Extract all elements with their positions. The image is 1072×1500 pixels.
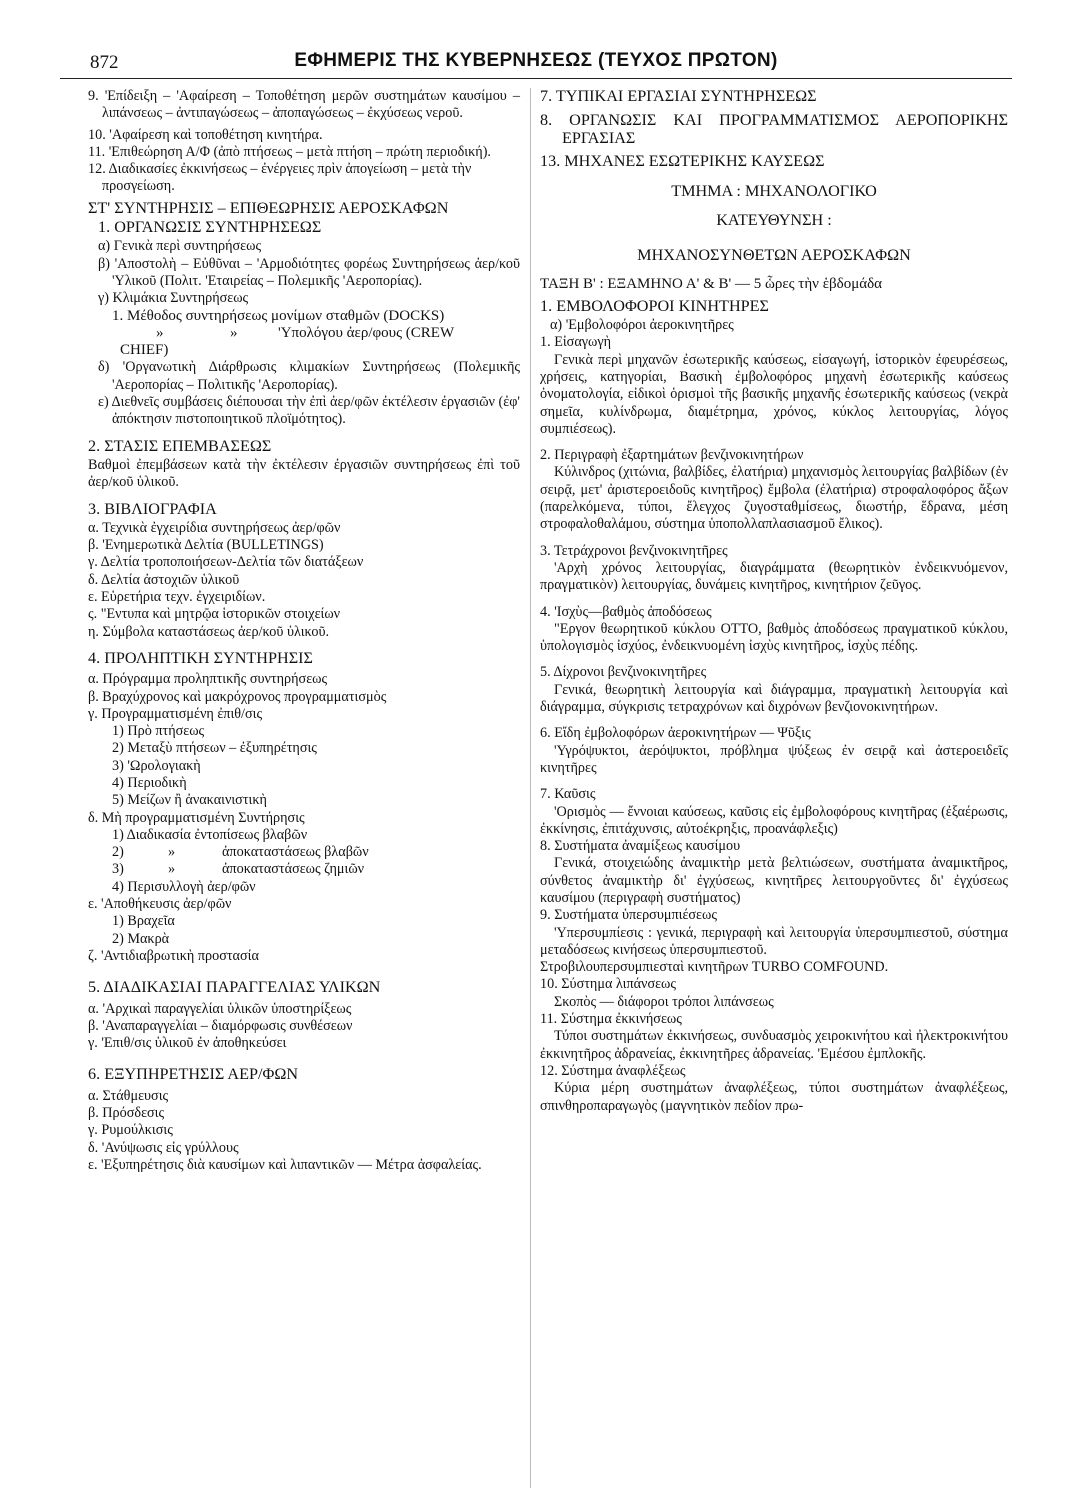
list-item-text: 'Υπολόγου ἀερ/φους (CREW	[278, 324, 455, 341]
list-item: β. Βραχύχρονος καὶ μακρόχρονος προγραμματισμὸς	[88, 688, 387, 705]
gazette-title: ΕΦΗΜΕΡΙΣ ΤΗΣ ΚΥΒΕΡΝΗΣΕΩΣ (ΤΕΥΧΟΣ ΠΡΩΤΟΝ)	[294, 50, 778, 71]
list-item: 2) Μακρὰ	[112, 930, 170, 947]
list-item: γ. 'Επιθ/σις ὑλικοῦ ἐν ἀποθηκεύσει	[88, 1035, 287, 1052]
paragraph: "Εργον θεωρητικοῦ κύκλου ΟΤΤΟ, βαθμὸς ἀποδόσεως πραγματικοῦ κύκλου, ὑπολογισμὸς ἰσχύος, ἐνδεικνυομένη ἰσχὺς κινητῆρος, ἰσχὺς πέδης.	[540, 620, 1008, 655]
paragraph: Κύρια μέρη συστημάτων ἀναφλέξεως, τύποι συστημάτων ἀναφλέξεως, σπινθηροπαραγωγὸς (μαγνητικὸν πεδίον πρω-	[540, 1080, 1008, 1114]
list-item: β. Πρόσδεσις	[88, 1105, 165, 1122]
list-item: γ. Ρυμούλκισις	[88, 1122, 173, 1139]
list-item: δ. Δελτία ἀστοχιῶν ὑλικοῦ	[88, 571, 240, 588]
list-item: δ) 'Οργανωτικὴ Διάρθρωσις κλιμακίων Συντηρήσεως (Πολεμικῆς 'Αεροπορίας – Πολιτικῆς 'Αεροπορίας).	[98, 359, 520, 393]
ditto-mark: »	[230, 324, 238, 341]
list-item: ε. Εὑρετήρια τεχν. ἐγχειριδίων.	[88, 589, 266, 606]
list-item: ζ. 'Αντιδιαβρωτικὴ προστασία	[88, 947, 259, 964]
item-heading: 1. Εἰσαγωγὴ	[540, 334, 612, 351]
paragraph: Κύλινδρος (χιτώνια, βαλβίδες, ἐλατήρια) μηχανισμὸς λειτουργίας βαλβίδων (ἐν σειρᾷ, μετ' ἀριστεροειδοῦς κινητῆρος) ἔμβολα (ἐλατήρια) στροφαλοφόρος ἄξων (παρελκόμενα, τύποι, ἔλεγχος ζυγοσταθμίσεως, διωστήρ, ἕδρανα, μέση στροφαλοθαλάμου, σύστημα ὑποπολλαπλασιασμοῦ ἔλικος).	[540, 464, 1008, 533]
list-item: ς. "Εντυπα καὶ μητρῷα ἱστορικῶν στοιχείων	[88, 606, 341, 623]
section-heading: ΣΤ' ΣΥΝΤΗΡΗΣΙΣ – ΕΠΙΘΕΩΡΗΣΙΣ ΑΕΡΟΣΚΑΦΩΝ	[88, 198, 449, 217]
paragraph: 10. 'Αφαίρεση καὶ τοποθέτηση κινητήρα.	[88, 126, 323, 143]
list-item: ε. 'Εξυπηρέτησις διὰ καυσίμων καὶ λιπαντικῶν — Μέτρα ἀσφαλείας.	[88, 1156, 482, 1173]
item-heading: 7. Καῦσις	[540, 786, 596, 803]
list-item: β. 'Αναπαραγγελίαι – διαμόρφωσις συνθέσεων	[88, 1017, 353, 1034]
section-heading: 4. ΠΡΟΛΗΠΤΙΚΗ ΣΥΝΤΗΡΗΣΙΣ	[88, 648, 313, 667]
paragraph: Γενικὰ περὶ μηχανῶν ἐσωτερικῆς καύσεως, εἰσαγωγή, ἱστορικὸν ἐφευρέσεως, χρήσεις, κατηγορίαι, Βασικὴ ἐμβολοφόρος μηχανὴ ἐσωτερικῆς καύσεως ὀνοματολογία, εἰδικοὶ ὁρισμοὶ τῆς βασικῆς μηχανῆς ἐσωτερικῆς καύσεως (νεκρὰ σημεῖα, κυλίνδρωμα, διαμέτρημα, χρόνος, κύκλος λειτουργίας, λόγος συμπιέσεως).	[540, 351, 1008, 437]
list-item-text: ἀποκαταστάσεως ζημιῶν	[222, 861, 365, 878]
list-number: 3)	[112, 861, 124, 878]
list-item: β. 'Ενημερωτικὰ Δελτία (BULLETINGS)	[88, 537, 324, 554]
page-number: 872	[90, 52, 119, 73]
list-item: α. 'Αρχικαὶ παραγγελίαι ὑλικῶν ὑποστηρίξεως	[88, 1000, 352, 1017]
item-heading: 4. 'Ισχὺς—βαθμὸς ἀποδόσεως	[540, 603, 712, 620]
list-item: 1. Μέθοδος συντηρήσεως μονίμων σταθμῶν (DOCKS)	[112, 307, 445, 324]
list-item: ε) Διεθνεῖς συμβάσεις διέπουσαι τὴν ἐπὶ ἀερ/φῶν ἐκτέλεσιν ἐργασιῶν (ἐφ' ἀπόκτησιν πιστοποιητικοῦ πλοϊμότητος).	[98, 394, 520, 428]
item-heading: 6. Εἴδη ἐμβολοφόρων ἀεροκινητήρων — Ψῦξις	[540, 725, 811, 742]
list-item-text: ἀποκαταστάσεως βλαβῶν	[222, 844, 369, 861]
list-item: γ. Δελτία τροποποιήσεων-Δελτία τῶν διατάξεων	[88, 554, 364, 571]
section-heading: 1. ΕΜΒΟΛΟΦΟΡΟΙ ΚΙΝΗΤΗΡΕΣ	[540, 296, 769, 315]
list-item: η. Σύμβολα καταστάσεως ἀερ/κοῦ ὑλικοῦ.	[88, 623, 330, 640]
class-semester-line: ΤΑΞΗ Β' : ΕΞΑΜΗΝΟ Α' & Β' — 5 ὧρες τὴν ἑβδομάδα	[540, 276, 883, 293]
paragraph: Γενικά, θεωρητικὴ λειτουργία καὶ διάγραμμα, πραγματικὴ λειτουργία καὶ διάγραμμα, σύγκρισις τετραχρόνων καὶ διχρόνων βενζιονοκινητήρων.	[540, 681, 1008, 716]
section-heading: 13. ΜΗΧΑΝΕΣ ΕΣΩΤΕΡΙΚΗΣ ΚΑΥΣΕΩΣ	[540, 152, 825, 171]
list-item	[88, 325, 520, 342]
right-column	[540, 88, 1008, 1115]
direction-heading: ΚΑΤΕΥΘΥΝΣΗ :	[716, 210, 832, 229]
paragraph: 'Υγρόψυκτοι, ἀερόψυκτοι, πρόβλημα ψύξεως ἐν σειρᾷ καὶ ἀστεροειδεῖς κινητῆρες	[540, 742, 1008, 776]
column-divider	[530, 88, 531, 1488]
item-heading: 9. Συστήματα ὑπερσυμπιέσεως	[540, 907, 717, 924]
paragraph: 'Αρχὴ χρόνος λειτουργίας, διαγράμματα (θεωρητικὸν ἐνδεικνυόμενον, πραγματικὸν) λειτουργίας, δυνάμεις κινητῆρος, κινητήριον ζεῦγος.	[540, 559, 1008, 594]
list-item: 4) Περιοδικὴ	[112, 774, 187, 791]
item-heading: 5. Δίχρονοι βενζινοκινητῆρες	[540, 664, 707, 681]
paragraph: Γενικά, στοιχειώδης ἀναμικτὴρ μετὰ βελτιώσεων, συστήματα ἀναμικτῆρος, σύνθετος ἀναμικτὴρ δι' ἐγχύσεως, κινητῆρες λειτουργοῦντες δι' ἐγχύσεως καυσίμου (περιγραφὴ συστήματος)	[540, 855, 1008, 906]
list-item	[88, 844, 520, 861]
list-item: α. Στάθμευσις	[88, 1087, 169, 1104]
section-heading: 6. ΕΞΥΠΗΡΕΤΗΣΙΣ ΑΕΡ/ΦΩΝ	[88, 1065, 299, 1084]
item-heading: 3. Τετράχρονοι βενζινοκινητῆρες	[540, 542, 728, 559]
list-item: 1) Διαδικασία ἐντοπίσεως βλαβῶν	[112, 826, 308, 843]
ditto-mark: »	[168, 861, 176, 878]
subsection-heading: α) 'Εμβολοφόροι ἀεροκινητῆρες	[550, 317, 734, 334]
paragraph: Βαθμοὶ ἐπεμβάσεων κατὰ τὴν ἐκτέλεσιν ἐργασιῶν συντηρήσεως ἐπὶ τοῦ ἀερ/κοῦ ὑλικοῦ.	[88, 456, 520, 491]
list-item: ε. 'Αποθήκευσις ἀερ/φῶν	[88, 896, 232, 913]
list-item: δ. Μὴ προγραμματισμένη Συντήρησις	[88, 809, 305, 826]
list-item: β) 'Αποστολὴ – Εὐθῦναι – 'Αρμοδιότητες φορέως Συντηρήσεως ἀερ/κοῦ 'Υλικοῦ (Πολιτ. 'Εταιρείας – Πολεμικῆς 'Αεροπορίας).	[98, 255, 520, 289]
section-heading: 1. ΟΡΓΑΝΩΣΙΣ ΣΥΝΤΗΡΗΣΕΩΣ	[98, 218, 322, 237]
list-item: δ. 'Ανύψωσις εἰς γρύλλους	[88, 1139, 239, 1156]
list-item: α. Τεχνικὰ ἐγχειρίδια συντηρήσεως ἀερ/φῶν	[88, 519, 341, 536]
section-heading: 7. ΤΥΠΙΚΑΙ ΕΡΓΑΣΙΑΙ ΣΥΝΤΗΡΗΣΕΩΣ	[540, 87, 817, 105]
paragraph: 9. 'Επίδειξη – 'Αφαίρεση – Τοποθέτηση μερῶν συστημάτων καυσίμου – λιπάνσεως – ἀντιπαγώσεως – ἀποπαγώσεως – ἐκχύσεως νεροῦ.	[88, 88, 520, 122]
item-heading: 8. Συστήματα ἀναμίξεως καυσίμου	[540, 838, 741, 855]
paragraph: 'Ορισμὸς — ἔννοιαι καύσεως, καῦσις εἰς ἐμβολοφόρους κινητῆρας (ἐξαέρωσις, ἐκκίνησις, ἐπιτάχυνσις, αὐτοέκρηξις, προανάφλεξις)	[540, 803, 1008, 837]
paragraph: Σκοπὸς — διάφοροι τρόποι λιπάνσεως	[554, 993, 774, 1010]
ditto-mark: »	[168, 844, 176, 861]
paragraph: Στροβιλουπερσυμπιεσταὶ κινητῆρων TURBO COMFOUND.	[540, 959, 889, 976]
item-heading: 12. Σύστημα ἀναφλέξεως	[540, 1062, 686, 1079]
item-heading: 10. Σύστημα λιπάνσεως	[540, 976, 677, 993]
paragraph: Τύποι συστημάτων ἐκκινήσεως, συνδυασμὸς χειροκινήτου καὶ ἠλεκτροκινήτου ἐκκινητῆρος ἀδρανείας, ἐκκινητῆρες ἀδρανείας. 'Εμέσου ἐμπλοκῆς.	[540, 1028, 1008, 1062]
specialty-heading: ΜΗΧΑΝΟΣΥΝΘΕΤΩΝ ΑΕΡΟΣΚΑΦΩΝ	[637, 246, 911, 265]
paragraph: 12. Διαδικασίες ἐκκινήσεως – ἐνέργειες πρὶν ἀπογείωση – μετὰ τὴν προσγείωση.	[88, 161, 472, 195]
list-item: 1) Βραχεῖα	[112, 913, 175, 930]
list-item: 2) Μεταξὺ πτήσεων – ἐξυπηρέτησις	[112, 740, 317, 757]
list-item: 3) 'Ωρολογιακὴ	[112, 757, 201, 774]
list-item: CHIEF)	[120, 342, 169, 359]
section-heading: 5. ΔΙΑΔΙΚΑΣΙΑΙ ΠΑΡΑΓΓΕΛΙΑΣ ΥΛΙΚΩΝ	[88, 978, 381, 997]
paragraph: 11. 'Επιθεώρηση Α/Φ (ἀπὸ πτήσεως – μετὰ πτήση – πρώτη περιοδική).	[88, 143, 491, 160]
list-item: 4) Περισυλλογὴ ἀερ/φῶν	[112, 878, 256, 895]
list-item: γ) Κλιμάκια Συντηρήσεως	[98, 290, 249, 307]
list-item: 5) Μείζων ἢ ἀνακαινιστικὴ	[112, 792, 267, 809]
left-column	[88, 88, 520, 1174]
department-heading: ΤΜΗΜΑ : ΜΗΧΑΝΟΛΟΓΙΚΟ	[671, 181, 877, 200]
section-heading: 8. ΟΡΓΑΝΩΣΙΣ ΚΑΙ ΠΡΟΓΡΑΜΜΑΤΙΣΜΟΣ ΑΕΡΟΠΟΡΙΚΗΣ ΕΡΓΑΣΙΑΣ	[540, 111, 1008, 148]
item-heading: 11. Σύστημα ἐκκινήσεως	[540, 1011, 682, 1028]
list-item	[88, 861, 520, 878]
section-heading: 2. ΣΤΑΣΙΣ ΕΠΕΜΒΑΣΕΩΣ	[88, 436, 272, 455]
list-item: 1) Πρὸ πτήσεως	[112, 723, 205, 740]
item-heading: 2. Περιγραφὴ ἐξαρτημάτων βενζινοκινητήρων	[540, 447, 804, 464]
list-number: 2)	[112, 844, 124, 861]
ditto-mark: »	[156, 324, 164, 341]
paragraph: 'Υπερσυμπίεσις : γενικά, περιγραφὴ καὶ λειτουργία ὑπερσυμπιεστοῦ, σύστημα μεταδόσεως κινήσεως ὑπερσυμπιεστοῦ.	[540, 924, 1008, 958]
list-item: α) Γενικὰ περὶ συντηρήσεως	[98, 238, 262, 255]
section-heading: 3. ΒΙΒΛΙΟΓΡΑΦΙΑ	[88, 499, 217, 518]
list-item: γ. Προγραμματισμένη ἐπιθ/σις	[88, 705, 263, 722]
page-header	[60, 50, 1012, 76]
list-item: α. Πρόγραμμα προληπτικῆς συντηρήσεως	[88, 671, 328, 688]
header-rule	[60, 78, 1012, 79]
